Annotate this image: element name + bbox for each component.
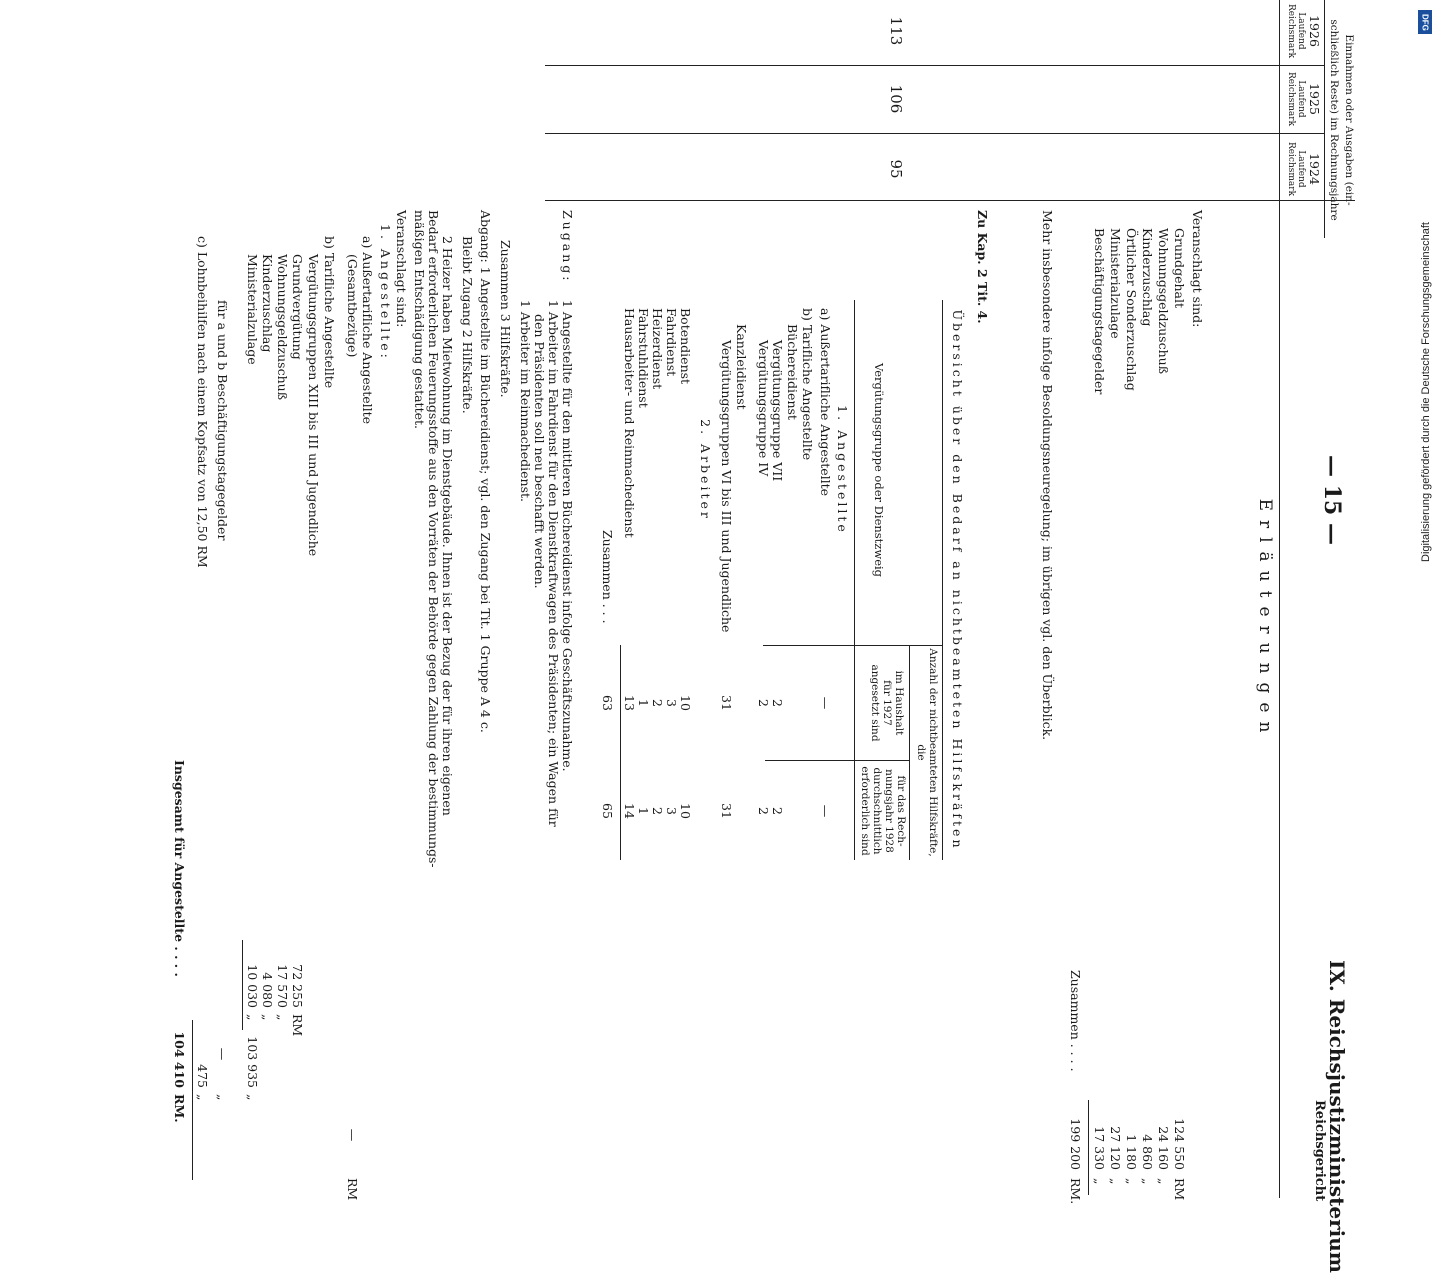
mehr-text: Mehr insbesondere infolge Besoldungsneuregelung; im übrigen vgl. den Überblick. bbox=[1040, 210, 1055, 741]
unit-1925: Laufend Reichsmark bbox=[1286, 71, 1306, 127]
a2-unit: RM bbox=[345, 1178, 360, 1201]
year-1925: 1925 bbox=[1307, 83, 1322, 115]
table-col2-head-3: angesetzt sind bbox=[869, 664, 881, 742]
anschlag-value: 17 330 bbox=[1092, 1126, 1107, 1170]
b2-unit: „ bbox=[260, 1014, 275, 1021]
chapter-title: IX. Reichsjustizministerium bbox=[1325, 960, 1349, 1273]
col-divider-1 bbox=[545, 65, 1325, 66]
table-row-v2: 3 bbox=[664, 807, 679, 815]
table-total-v1: 63 bbox=[600, 695, 615, 711]
table-group-rule bbox=[909, 645, 910, 860]
zugang-total: Zusammen 3 Hilfskräfte. bbox=[498, 240, 513, 398]
zugang-3: 1 Arbeiter im Reinmachedienst. bbox=[518, 300, 533, 502]
table-col3-head-3: durchschnittlich bbox=[871, 767, 883, 855]
anschlag-label: Kinderzuschlag bbox=[1140, 228, 1155, 327]
col-divider-3 bbox=[545, 200, 1355, 201]
table-row-label: Fahrdienst bbox=[664, 308, 679, 377]
subchapter-title: Reichsgericht bbox=[1312, 1100, 1327, 1202]
table-row-v1: 10 bbox=[678, 695, 693, 711]
anschlag-label: Örtlicher Sonderzuschlag bbox=[1124, 228, 1139, 391]
table-total-v2: 65 bbox=[600, 803, 615, 819]
table-sec2: 2. Arbeiter bbox=[698, 419, 713, 521]
insgesamt-label: Insgesamt für Angestellte . . . . bbox=[172, 760, 187, 977]
angestellte-head: 1. Angestellte: bbox=[378, 224, 393, 361]
b2-sub: Vergütungsgruppen XIII bis III und Jugendliche bbox=[306, 254, 321, 557]
table-row-v1: — bbox=[818, 696, 833, 710]
table-title: Übersicht über den Bedarf an nichtbeamteten Hilfskräften bbox=[950, 309, 965, 851]
anschlag-value: 124 550 bbox=[1172, 1118, 1187, 1170]
ledger-title-rule bbox=[1324, 0, 1325, 238]
page-number: — 15 — bbox=[1319, 455, 1345, 545]
anschlag-unit: „ bbox=[1108, 1178, 1123, 1185]
b2-value: 4 080 bbox=[260, 972, 275, 1008]
anschlag-label: Wohnungsgeldzuschuß bbox=[1156, 228, 1171, 375]
anschlag-label: Grundgehalt bbox=[1172, 228, 1187, 308]
ab-tage-label: für a und b Beschäftigungstagegelder bbox=[215, 300, 230, 541]
table-sec1: 1. Angestellte bbox=[835, 405, 850, 535]
year-1926: 1926 bbox=[1307, 15, 1322, 47]
heizer-3: mäßigen Entschädigung gestattet. bbox=[412, 210, 427, 430]
ledger-title-1: Einnahmen oder Ausgaben (ein- bbox=[1343, 34, 1355, 206]
zugang-1: 1 Angestellte für den mittleren Büchereidienst infolge Geschäftszunahme. bbox=[560, 300, 575, 772]
anschlag-value: 1 180 bbox=[1124, 1134, 1139, 1170]
dfg-logo: DFG bbox=[1418, 10, 1432, 34]
table-col3-head-2: nungsjahr 1928 bbox=[883, 769, 895, 853]
a2-line1: a) Außertarifliche Angestellte bbox=[360, 236, 375, 425]
ledger-title-2: schließlich Reste) im Rechnungsjahre bbox=[1328, 19, 1340, 221]
table-row-label: Vergütungsgruppen VI bis III und Jugendliche bbox=[719, 340, 734, 633]
table-row-v2: 2 bbox=[770, 807, 785, 815]
table-row-v1: 1 bbox=[636, 699, 651, 707]
table-row-v2: 10 bbox=[678, 803, 693, 819]
c-value: 475 bbox=[195, 1064, 210, 1088]
table-col2-head-2: für 1927 bbox=[881, 680, 893, 726]
heizer-2: Bedarf erforderlichen Feuerungsstoffe aus den Vorräten der Behörde gegen Zahlung der bestimmungs- bbox=[426, 210, 441, 868]
b2-unit: „ bbox=[275, 1014, 290, 1021]
table-row-label: Botendienst bbox=[678, 308, 693, 385]
erlaeuterungen-title: Erläuterungen bbox=[1255, 498, 1275, 742]
table-col3-head-1: für das Rech- bbox=[895, 775, 907, 847]
anschlag-total-label: Zusammen . . . . bbox=[1068, 970, 1083, 1072]
rotated-sheet bbox=[105, 3, 1355, 1273]
anschlag-title: Veranschlagt sind: bbox=[1190, 210, 1205, 328]
table-row-v2: — bbox=[818, 804, 833, 818]
ab-tage-unit: „ bbox=[215, 1094, 230, 1101]
anschlag-unit: „ bbox=[1156, 1178, 1171, 1185]
b2-unit: RM bbox=[290, 1014, 305, 1037]
table-row-label: Büchereidienst bbox=[785, 324, 800, 420]
b2-value: 10 030 bbox=[245, 964, 260, 1008]
table-row-v1: 31 bbox=[719, 695, 734, 711]
table-top-rule bbox=[942, 300, 943, 860]
c-line: c) Lohnbeihilfen nach einem Kopfsatz von 12,50 RM bbox=[195, 236, 210, 568]
table-row-v1: 2 bbox=[756, 699, 771, 707]
table-row-v2: 31 bbox=[719, 803, 734, 819]
anschlag-total-value: 199 200 bbox=[1068, 1118, 1083, 1170]
zugang-2b: den Präsidenten soll neu beschafft werden. bbox=[532, 314, 547, 589]
b2-value: 72 255 bbox=[290, 964, 305, 1008]
col-divider-2 bbox=[545, 133, 1325, 134]
anschlag-unit: „ bbox=[1092, 1178, 1107, 1185]
anschlag-sum-rule bbox=[1088, 1100, 1089, 1195]
b2-label: Ministerialzulage bbox=[245, 254, 260, 365]
table-div-2 bbox=[765, 760, 910, 761]
table-col3-head-4: erforderlich sind bbox=[859, 766, 871, 856]
anschlag-value: 4 860 bbox=[1140, 1134, 1155, 1170]
b2-sum-unit: „ bbox=[245, 1094, 260, 1101]
ins-rule bbox=[192, 1020, 193, 1180]
year-1924: 1924 bbox=[1307, 153, 1322, 185]
dfg-credit-text: Digitalisierung gefördert durch die Deutsche Forschungsgemeinschaft bbox=[1420, 222, 1432, 562]
b2-sum-rule bbox=[242, 940, 243, 1030]
anschlag-unit: „ bbox=[1140, 1178, 1155, 1185]
value-1924: 95 bbox=[887, 159, 905, 179]
b2-sum: 103 935 bbox=[245, 1036, 260, 1088]
anschlag-label: Beschäftigungstagegelder bbox=[1092, 228, 1107, 395]
table-row-label: a) Außertarifliche Angestellte bbox=[818, 308, 833, 497]
kap-reference: Zu Kap. 2 Tit. 4. bbox=[975, 210, 990, 324]
anschlag-label: Ministerialzulage bbox=[1108, 228, 1123, 339]
a2-value: — bbox=[345, 1128, 360, 1142]
value-1926: 113 bbox=[887, 16, 905, 46]
c-unit: „ bbox=[195, 1094, 210, 1101]
table-col1-head: Vergütungsgruppe oder Dienstzweig bbox=[872, 362, 886, 578]
anschlag-unit: RM bbox=[1172, 1178, 1187, 1201]
table-col2-head-1: im Haushalt bbox=[893, 670, 905, 736]
b2-label: Kinderzuschlag bbox=[260, 254, 275, 353]
b2-value: 17 570 bbox=[275, 964, 290, 1008]
b2-unit: „ bbox=[245, 1014, 260, 1021]
a2-line2: (Gesamtbezüge) bbox=[345, 254, 360, 358]
table-head-rule bbox=[854, 300, 855, 860]
table-row-label: Heizerdienst bbox=[650, 308, 665, 390]
table-row-label: Vergütungsgruppe IV bbox=[756, 340, 771, 477]
heizer-1: 2 Heizer haben Mietwohnung im Dienstgebäude. Ihnen ist der Bezug der für ihren eigenen bbox=[440, 236, 455, 816]
table-row-v2: 1 bbox=[636, 807, 651, 815]
abgang: Abgang: 1 Angestellte im Büchereidienst; vgl. den Zugang bei Tit. 1 Gruppe A 4 c. bbox=[478, 210, 493, 733]
table-row-v2: 2 bbox=[650, 807, 665, 815]
unit-1926: Laufend Reichsmark bbox=[1286, 3, 1306, 59]
table-row-v1: 3 bbox=[664, 699, 679, 707]
zugang-2: 1 Arbeiter im Fahrdienst für den Dienstkraftwagen des Präsidenten; ein Wagen für bbox=[546, 300, 561, 827]
table-row-label: Hausarbeiter- und Reinmachedienst bbox=[622, 308, 637, 538]
b2-line: b) Tarifliche Angestellte bbox=[322, 236, 337, 389]
b2-label: Wohnungsgeldzuschuß bbox=[275, 254, 290, 401]
table-row-v1: 13 bbox=[622, 695, 637, 711]
table-row-v2: 2 bbox=[756, 807, 771, 815]
table-row-label: Kanzleidienst bbox=[734, 324, 749, 410]
table-row-v1: 2 bbox=[770, 699, 785, 707]
table-row-label: Fahrstuhldienst bbox=[636, 308, 651, 408]
bleibt-zugang: Bleibt Zugang 2 Hilfskräfte. bbox=[460, 236, 475, 414]
table-row-label: b) Tarifliche Angestellte bbox=[800, 308, 815, 461]
table-row-v1: 2 bbox=[650, 699, 665, 707]
ab-tage-value: — bbox=[215, 1047, 230, 1061]
table-group-head: Anzahl der nichtbeamteten Hilfskräfte, die bbox=[914, 648, 939, 857]
unit-1924: Laufend Reichsmark bbox=[1286, 141, 1306, 197]
anschlag-unit: „ bbox=[1124, 1178, 1139, 1185]
anschlag-value: 24 160 bbox=[1156, 1126, 1171, 1170]
anschlag-value: 27 120 bbox=[1108, 1126, 1123, 1170]
insgesamt-value: 104 410 bbox=[172, 1031, 187, 1088]
table-sum-rule bbox=[620, 645, 621, 860]
b2-label: Grundvergütung bbox=[290, 254, 305, 360]
head-rule bbox=[1279, 0, 1280, 1198]
zugang-label: Zugang: bbox=[560, 210, 575, 284]
value-1925: 106 bbox=[887, 84, 905, 114]
table-row-label: Vergütungsgruppe VII bbox=[770, 340, 785, 482]
anschlag-total-unit: RM. bbox=[1068, 1178, 1083, 1205]
table-row-v2: 14 bbox=[622, 803, 637, 819]
veranschlagt-2: Veranschlagt sind: bbox=[394, 210, 409, 328]
insgesamt-unit: RM. bbox=[172, 1094, 187, 1123]
table-total-label: Zusammen . . . bbox=[600, 530, 615, 624]
